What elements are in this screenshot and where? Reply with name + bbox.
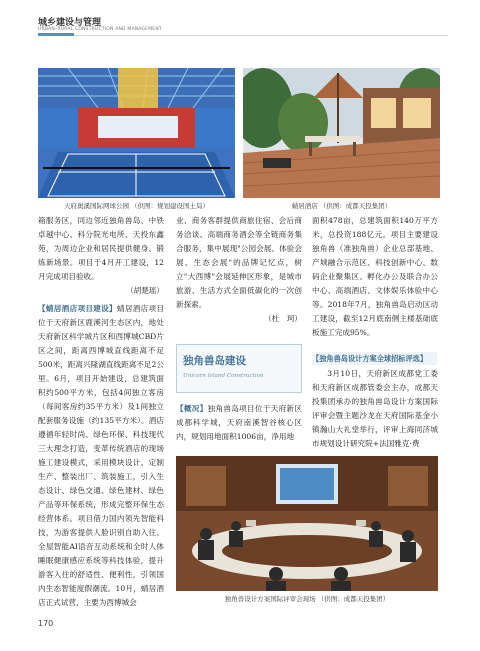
overview-body: 独角兽岛项目位于天府新区成都科学城，天府南溪智谷核心区内，规划用地面积1006亩，净用地 — [176, 404, 303, 441]
qingju-section-body: 蜻居酒店项目位于天府新区鹿溪河生态区内，地处天府新区科学城片区和西博城CBD片区之间，距离西博城直线距离不足500米，距离兴隆湖直线距离不足2公里。6月，项目开始建设，总建筑面积约500平方米，包括4间独立客房（每间客房约35平方米）及1间独立配套服务设施（约135平方米）。酒店遵循年轻时尚、绿色环保、科技现代三大理念打造，变革传统酒店的现场施工建设模式，采用模块设计、定制生产、整装出厂、筑装施工，引入生态设计、绿色交通、绿色建材、绿色产品等环保系统，形成完整环保生态经营体系。项目借力国内领先智能科技，为游客提供人脸识别自助入住、全屋智能AI语音互动系统和全时人体睡眠健康感应系统等科技体验，提升游客入住的舒适性、便利性，引领国内生态智能度假潮流。10月，蜻居酒店正式试营，主要为西博城会 — [38, 304, 164, 607]
column-3-paragraph-2 — [312, 367, 438, 451]
review-meeting-photo — [176, 456, 438, 591]
qingju-hotel-photo — [243, 68, 440, 198]
section-title: 独角兽岛建设 — [183, 355, 246, 367]
column-2-signature: （杜 珂） — [264, 314, 302, 323]
column-1-paragraph-1: 箱服务区，同边邻近独角兽岛、中铁卓越中心、科分院光电所、天投东鑫苑，为周边企业和居民提供健身、锻炼新场景。项目于4月开工建设，12月完成项目验收。 — [38, 216, 164, 281]
column-1-signature: （胡楚瑶） — [126, 286, 164, 295]
header-subtitle: URBAN–RURAL CONSTRUCTION AND MANAGEMENT — [38, 27, 162, 32]
column-2-overview — [176, 402, 302, 444]
section-title-en: Unicorn Island Construction — [183, 373, 264, 379]
page-number: 170 — [38, 619, 54, 628]
tennis-park-photo — [38, 68, 235, 198]
column-3 — [312, 214, 438, 340]
column-1 — [38, 214, 164, 610]
overview-head: 【概况】 — [176, 404, 208, 413]
header-title: 城乡建设与管理 — [38, 18, 102, 28]
column-2 — [176, 214, 302, 326]
column-3-paragraph-1: 面积478亩，总建筑面积140万平方米，总投资188亿元。项目主要建设独角兽（准独角兽）企业总部基地、产城融合示范区、科技创新中心、数码企业聚集区、孵化办公及联合办公中心、高端酒店、文体娱乐体验中心等。2018年7月，独角兽岛启动区动工建设，截至12月底南侧主楼基础底板施工完成95%。 — [312, 216, 438, 337]
design-tender-head: 【独角兽岛设计方案全球招标评选】 — [312, 352, 437, 365]
tennis-park-caption: 天府奥溪国际网球公园 （供图：规划建设国土局） — [63, 202, 210, 210]
qingju-hotel-caption: 蜻居酒店 （供图：成都天投集团） — [291, 202, 392, 210]
section-title-box — [176, 344, 302, 393]
column-2-paragraph-1: 业、商务客群提供商旅住宿、会后商务洽谈、高端商务酒会等全链商务集合服务，集中展现"公园会展、体验会展、生态会展"的品牌记忆点，树立"大西博"会展延伸区形象，是城市旅游、生活方式全面低碳化的一次创新探索。 — [176, 216, 302, 309]
header-rule — [38, 35, 448, 36]
review-meeting-caption: 独角兽设计方案国际评审会现场 （供图：成都天投集团） — [224, 595, 390, 603]
header-accent — [38, 33, 74, 36]
qingju-section-head: 【蜻居酒店项目建设】 — [38, 304, 117, 313]
design-tender-body: 3月10日，天府新区成都党工委和天府新区成都管委会主办，成都天投集团承办的独角兽岛设计方案国际评审会暨主题沙龙在天府国际基金小镇瀚山大礼堂举行，评审上海同济城市规划设计研究院+法国雅克·费 — [312, 369, 438, 448]
